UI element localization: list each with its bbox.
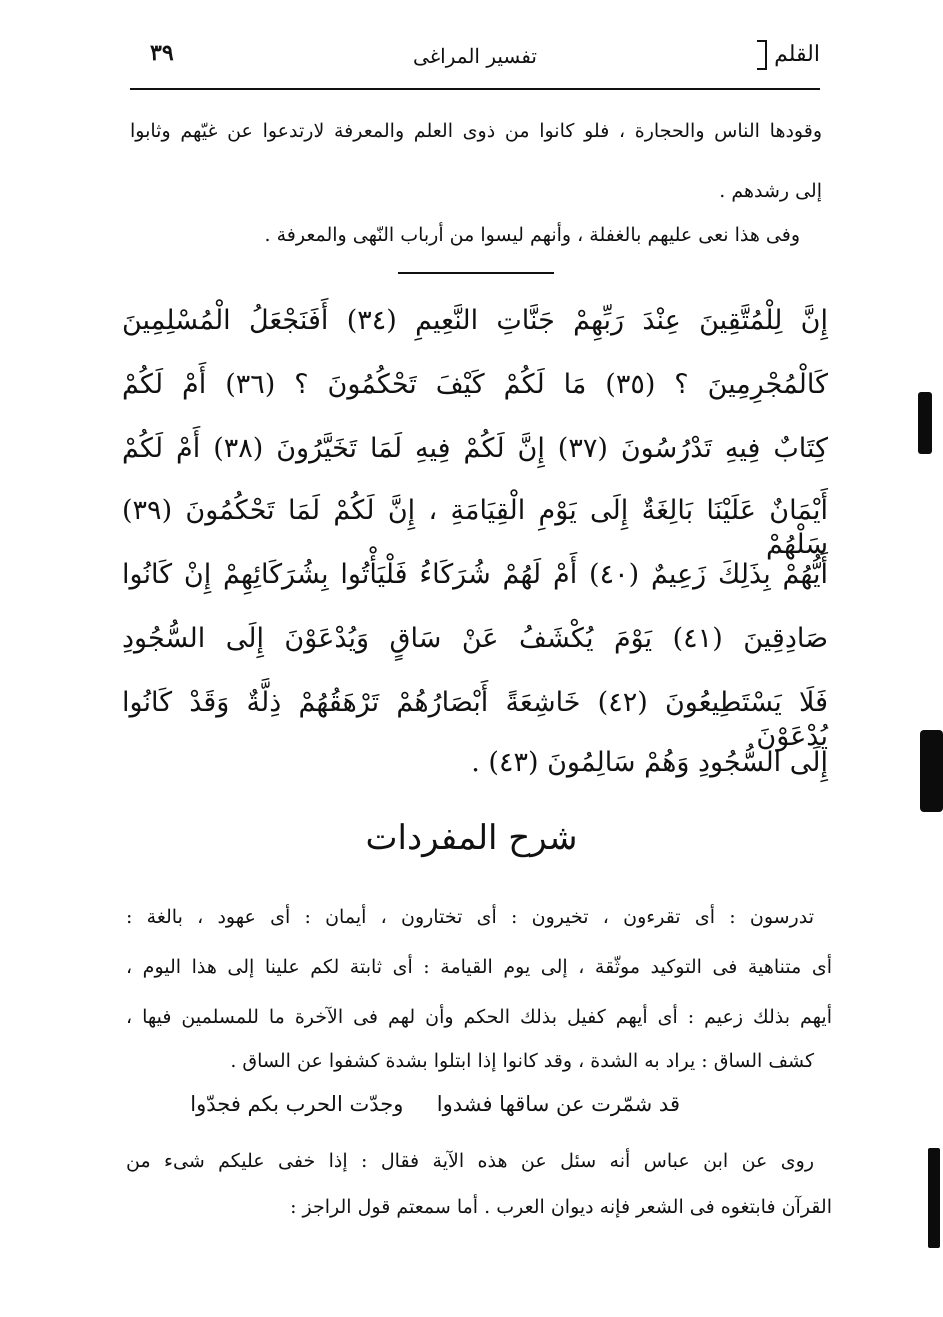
closing-line: القرآن فابتغوه فى الشعر فإنه ديوان العرب . أما سمعتم قول الراجز : [290, 1196, 832, 1218]
definition-line: تدرسون : أى تقرءون ، تخيرون : أى تختارون ، أيمان : أى عهود ، بالغة : [126, 906, 814, 928]
definition-line: أيهم بذلك زعيم : أى أيهم كفيل بذلك الحكم وأن لهم فى الآخرة ما للمسلمين فيها ، [126, 1006, 832, 1028]
intro-line-3: وفى هذا نعى عليهم بالغفلة ، وأنهم ليسوا من أرباب النّهى والمعرفة . [264, 224, 800, 246]
verse-line: فَلَا يَسْتَطِيعُونَ (٤٢) خَاشِعَةً أَبْصَارُهُمْ تَرْهَقُهُمْ ذِلَّةٌ وَقَدْ كَانُوا يُدْعَوْنَ [122, 687, 829, 752]
intro-line-1: وقودها الناس والحجارة ، فلو كانوا من ذوى العلم والمعرفة لارتدعوا عن غيّهم وثابوا [130, 120, 822, 142]
definition-line: كشف الساق : يراد به الشدة ، وقد كانوا إذا ابتلوا بشدة كشفوا عن الساق . [230, 1050, 814, 1072]
header-rule [130, 88, 820, 90]
verse-line: إِنَّ لِلْمُتَّقِينَ عِنْدَ رَبِّهِمْ جَنَّاتِ النَّعِيمِ (٣٤) أَفَنَجْعَلُ الْمُسْلِمِينَ [122, 305, 828, 336]
scan-mark [920, 730, 943, 812]
scan-mark [918, 392, 932, 454]
verse-line: إِلَى السُّجُودِ وَهُمْ سَالِمُونَ (٤٣) . [471, 747, 828, 778]
definition-line: أى متناهية فى التوكيد موثّقة ، إلى يوم القيامة : أى ثابتة لكم علينا إلى هذا اليوم ، [126, 956, 832, 978]
page-header [130, 40, 820, 86]
poem-verse: قد شمّرت عن ساقها فشدوا وجدّت الحرب بكم فجدّوا [190, 1092, 680, 1116]
scan-mark [928, 1148, 940, 1248]
surah-name-text: القلم [774, 42, 820, 67]
verse-line: أَيْمَانٌ عَلَيْنَا بَالِغَةٌ إِلَى يَوْمِ الْقِيَامَةِ ، إِنَّ لَكُمْ لَمَا تَحْكُمُونَ (٣٩) سَلْهُمْ [122, 495, 828, 560]
verse-line: أَيُّهُمْ بِذَلِكَ زَعِيمٌ (٤٠) أَمْ لَهُمْ شُرَكَاءُ فَلْيَأْتُوا بِشُرَكَائِهِمْ إِنْ كَانُوا [122, 559, 828, 590]
closing-line: روى عن ابن عباس أنه سئل عن هذه الآية فقال : إذا خفى عليكم شىء من [126, 1150, 814, 1172]
intro-line-2: إلى رشدهم . [719, 180, 822, 202]
verse-line: صَادِقِينَ (٤١) يَوْمَ يُكْشَفُ عَنْ سَاقٍ وَيُدْعَوْنَ إِلَى السُّجُودِ [122, 623, 828, 654]
page-number: ٣٩ [150, 40, 174, 66]
verse-line: كَالْمُجْرِمِينَ ؟ (٣٥) مَا لَكُمْ كَيْفَ تَحْكُمُونَ ؟ (٣٦) أَمْ لَكُمْ [122, 369, 828, 400]
book-title: تفسير المراغى [413, 44, 537, 68]
separator-rule [398, 272, 554, 274]
verse-line: كِتَابٌ فِيهِ تَدْرُسُونَ (٣٧) إِنَّ لَكُمْ فِيهِ لَمَا تَخَيَّرُونَ (٣٨) أَمْ لَكُمْ [122, 433, 828, 464]
section-title: شرح المفردات [365, 818, 578, 858]
